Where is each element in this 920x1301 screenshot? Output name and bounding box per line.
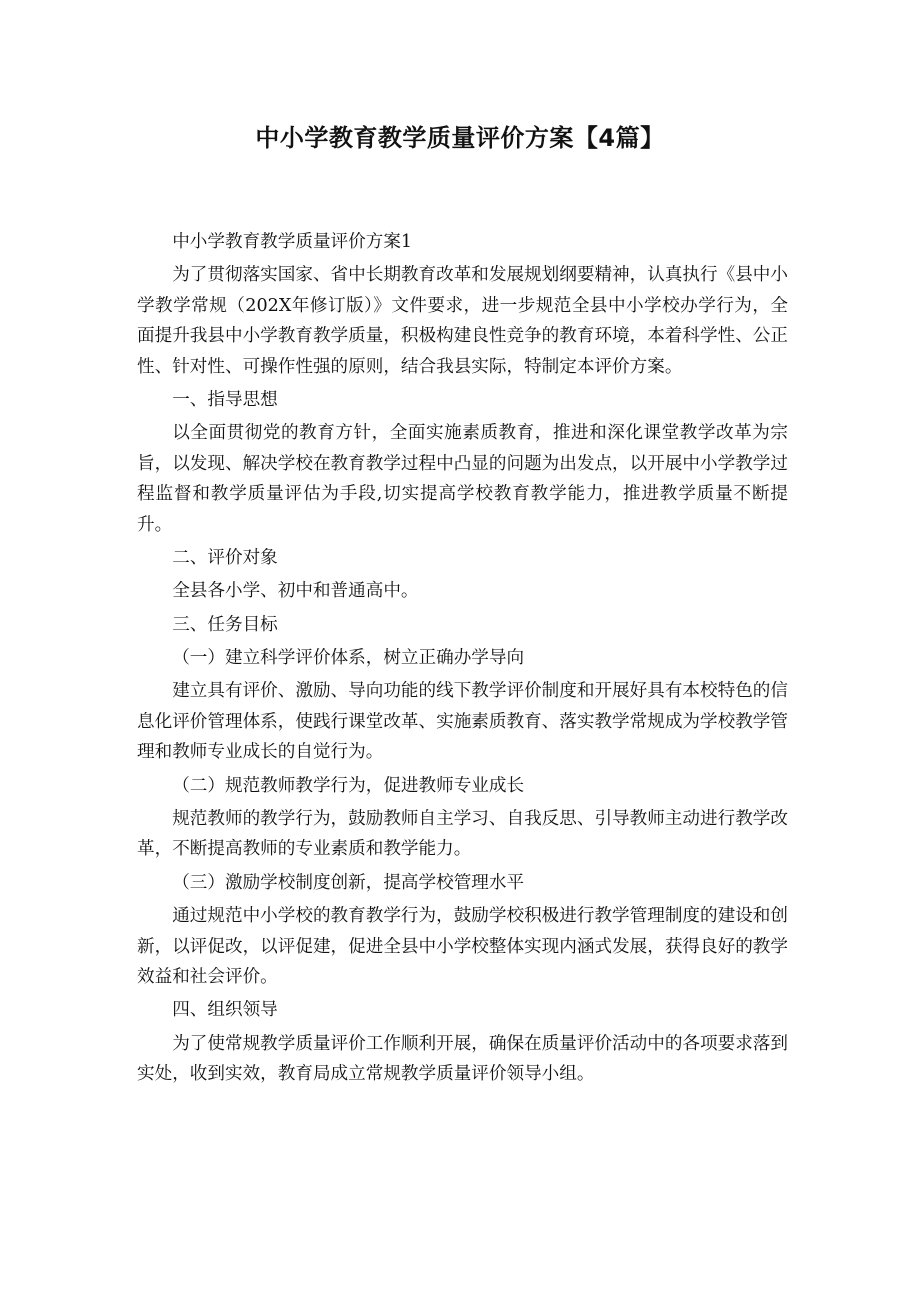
subsection-heading: （三）激励学校制度创新，提高学校管理水平 (172, 872, 525, 893)
paragraph: 全县各小学、初中和普通高中。 (172, 581, 419, 602)
section-heading: 一、指导思想 (172, 390, 278, 411)
subsection-heading: （二）规范教师教学行为，促进教师专业成长 (172, 775, 525, 796)
subsection-heading: （一）建立科学评价体系，树立正确办学导向 (172, 648, 525, 669)
document-body (137, 227, 788, 1092)
document-title: 中小学教育教学质量评价方案【4篇】 (255, 124, 665, 152)
paragraph: 规范教师的教学行为，鼓励教师自主学习、自我反思、引导教师主动进行教学改革，不断提高教师的专业素质和教学能力。 (137, 808, 788, 860)
section-heading: 三、任务目标 (172, 614, 278, 635)
paragraph: 以全面贯彻党的教育方针，全面实施素质教育，推进和深化课堂教学改革为宗旨，以发现、解决学校在教育教学过程中凸显的问题为出发点，以开展中小学教学过程监督和教学质量评估为手段,切实提高学校教育教学能力，推进教学质量不断提升。 (137, 423, 788, 535)
section-subtitle: 中小学教育教学质量评价方案1 (172, 232, 413, 252)
paragraph: 为了贯彻落实国家、省中长期教育改革和发展规划纲要精神，认真执行《县中小学教学常规（202X年修订版）》文件要求，进一步规范全县中小学校办学行为，全面提升我县中小学教育教学质量，积极构建良性竞争的教育环境，本着科学性、公正性、针对性、可操作性强的原则，结合我县实际，特制定本评价方案。 (137, 265, 788, 377)
paragraph: 为了使常规教学质量评价工作顺利开展，确保在质量评价活动中的各项要求落到实处，收到实效，教育局成立常规教学质量评价领导小组。 (137, 1033, 788, 1085)
section-heading: 四、组织领导 (172, 1000, 278, 1021)
paragraph: 建立具有评价、激励、导向功能的线下教学评价制度和开展好具有本校特色的信息化评价管理体系，使践行课堂改革、实施素质教育、落实教学常规成为学校教学管理和教师专业成长的自觉行为。 (137, 681, 788, 763)
section-heading: 二、评价对象 (172, 548, 278, 569)
paragraph: 通过规范中小学校的教育教学行为，鼓励学校积极进行教学管理制度的建设和创新，以评促改，以评促建，促进全县中小学校整体实现内涵式发展，获得良好的教学效益和社会评价。 (137, 906, 788, 988)
